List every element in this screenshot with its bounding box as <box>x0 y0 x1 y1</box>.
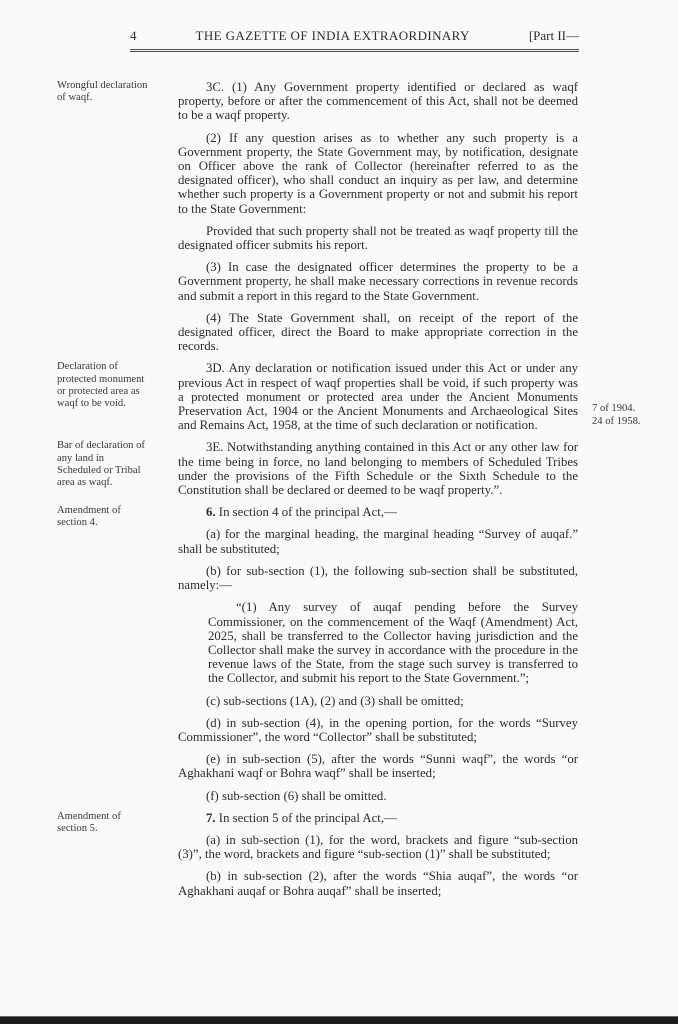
part-label: [Part II— <box>528 28 579 43</box>
gazette-title: THE GAZETTE OF INDIA EXTRAORDINARY <box>195 28 470 43</box>
page-number: 4 <box>130 28 137 43</box>
clause-text: In section 4 of the principal Act,— <box>215 505 397 520</box>
statute-ref-line: 24 of 1958. <box>592 416 641 428</box>
clause-number: 6. <box>206 505 216 520</box>
body-paragraph: 3E. Notwithstanding anything contained in this Act or any other law for the time being in force, no land belonging to members of Scheduled Tribes under the provisions of the Fifth Schedule or the Sixth Schedule to the Constitution shall be declared or deemed to be waqf property.”. <box>178 440 578 498</box>
body-paragraph: (4) The State Government shall, on receipt of the report of the designated officer, direct the Board to make appropriate correction in the records. <box>178 310 578 354</box>
clause-number: 7. <box>206 810 216 825</box>
margin-note: Wrongful declaration of waqf. <box>57 80 148 104</box>
body-paragraph: (b) for sub-section (1), the following sub-section shall be substituted, namely:— <box>178 563 578 593</box>
page-content <box>57 80 652 906</box>
body-paragraph <box>178 811 578 825</box>
section-clause-6 <box>57 505 652 810</box>
section-3d <box>57 361 652 440</box>
body-column <box>178 80 578 361</box>
section-3c <box>57 80 652 361</box>
body-paragraph: (d) in sub-section (4), in the opening portion, for the words “Survey Commissioner”, the word “Collector” shall be substituted; <box>178 715 578 744</box>
statute-ref-line: 7 of 1904. <box>592 403 636 415</box>
margin-note: Amendment of section 4. <box>57 505 121 529</box>
body-paragraph: (b) in sub-section (2), after the words “Shia auqaf”, the words “or Aghakhani auqaf or Bohra auqaf” shall be inserted; <box>178 869 578 898</box>
body-paragraph: 3C. (1) Any Government property identified or declared as waqf property, before or after the commencement of this Act, shall not be deemed to be a waqf property. <box>178 80 578 123</box>
body-paragraph: 3D. Any declaration or notification issued under this Act or under any previous Act in respect of waqf properties shall be void, if such property was a protected monument or protected area under the Ancient Monuments Preservation Act, 1904 or the Ancient Monuments and Archaeological Sites and Remains Act, 1958, at the time of such declaration or notification. <box>178 361 578 433</box>
margin-note: Declaration of protected monument or protected area as waqf to be void. <box>57 361 145 409</box>
quoted-subsection-paragraph: “(1) Any survey of auqaf pending before the Survey Commissioner, on the commencement of the Waqf (Amendment) Act, 2025, shall be transferred to the Collector having jurisdiction and the Collector shall make the survey in accordance with the procedure in the revenue laws of the State, from the stage such survey is transferred to the Collector, and submit his report to the State Government.”; <box>208 600 578 686</box>
margin-note: Bar of declaration of any land in Scheduled or Tribal area as waqf. <box>57 440 145 488</box>
body-paragraph <box>178 505 578 519</box>
statute-ref-note <box>578 402 652 428</box>
body-column <box>178 440 578 505</box>
body-paragraph: (2) If any question arises as to whether any such property is a Government property, the State Government may, by notification, designate on Officer above the rank of Collector (hereinafter referred to as the designated officer), who shall conduct an inquiry as per law, and determine whether such property is a Government property or not and submit his report to the State Government: <box>178 130 578 216</box>
running-head <box>130 28 579 52</box>
body-paragraph: (3) In case the designated officer determines the property to be a Government property, he shall make necessary corrections in revenue records and submit a report in this regard to the State Government. <box>178 260 578 303</box>
body-column <box>178 361 578 440</box>
body-paragraph: (f) sub-section (6) shall be omitted. <box>206 788 387 803</box>
body-paragraph: Provided that such property shall not be treated as waqf property till the designated officer submits his report. <box>178 223 578 253</box>
body-paragraph: (a) in sub-section (1), for the word, brackets and figure “sub-section (3)”, the word, brackets and figure “sub-section (1)” shall be substituted; <box>178 832 578 862</box>
body-column <box>178 505 578 810</box>
body-paragraph: (e) in sub-section (5), after the words “Sunni waqf”, the words “or Aghakhani waqf or Bohra waqf” shall be inserted; <box>178 752 578 781</box>
body-paragraph: (a) for the marginal heading, the marginal heading “Survey of auqaf.” shall be substituted; <box>178 527 578 556</box>
margin-note: Amendment of section 5. <box>57 810 121 834</box>
section-clause-7 <box>57 811 652 906</box>
section-3e <box>57 440 652 505</box>
scan-edge-bar <box>0 1016 678 1024</box>
body-column <box>178 811 578 906</box>
clause-text: In section 5 of the principal Act,— <box>215 810 397 825</box>
body-paragraph: (c) sub-sections (1A), (2) and (3) shall be omitted; <box>206 693 464 708</box>
